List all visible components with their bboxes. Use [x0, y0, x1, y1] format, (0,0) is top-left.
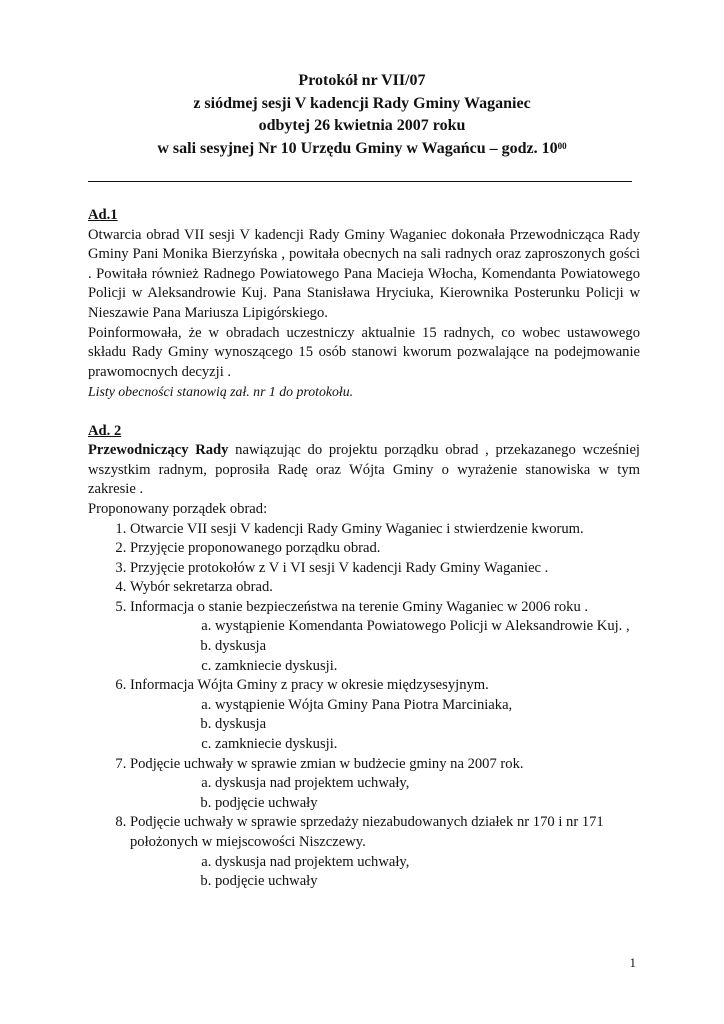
agenda-item [130, 598, 640, 676]
section-gap [88, 402, 640, 422]
agenda-item [130, 578, 640, 598]
ad1-paragraph-opening: Otwarcia obrad VII sesji V kadencji Rady Gminy Waganiec dokonała Przewodnicząca Rady Gminy Pani Monika Bierzyńska , powitała obecnych na sali radnych oraz zaproszonych gości . Powitała również Radnego Powiatowego Pana Macieja Włocha, Komendanta Powiatowego Policji w Aleksandrowie Kuj. Pana Stanisława Hryciuka, Kierownika Posterunku Policji w Nieszawie Pana Mariusza Lipigórskiego. [88, 226, 640, 321]
agenda-item [130, 520, 640, 540]
ad1-heading: Ad.1 [88, 207, 118, 223]
ad2-intro-text: nawiązując do projektu porządku obrad , przekazanego wcześniej wszystkim radnym, poprosiła Radę oraz Wójta Gminy o wyrażenie stanowiska w tym zakresie . [88, 442, 640, 498]
agenda-subitem: a. wystąpienie Komendanta Powiatowego Policji w Aleksandrowie Kuj. , [215, 617, 640, 637]
agenda-sublist [130, 617, 640, 676]
agenda-item-text: Informacja Wójta Gminy z pracy w okresie międzysesyjnym. [130, 677, 489, 694]
agenda-subitem: c. zamkniecie dyskusji. [215, 657, 640, 677]
agenda-item [130, 559, 640, 579]
agenda-subitem: b. podjęcie uchwały [215, 872, 640, 892]
agenda-subitem: c. zamkniecie dyskusji. [215, 735, 640, 755]
session-line: z siódmej sesji V kadencji Rady Gminy Waganiec [193, 94, 531, 112]
agenda-subitem: b. podjęcie uchwały [215, 794, 640, 814]
agenda-item-text: Przyjęcie protokołów z V i VI sesji V kadencji Rady Gminy Waganiec . [130, 559, 549, 576]
ad2-intro-bold: Przewodniczący Rady [88, 442, 229, 459]
ad1-paragraph-quorum: Poinformowała, że w obradach uczestniczy aktualnie 15 radnych, co wobec ustawowego składu Rady Gminy wynoszącego 15 osób stanowi kworum pozwalające na podejmowanie prawomocnych decyzji . [88, 324, 640, 380]
agenda-item [130, 539, 640, 559]
agenda-item-text: Przyjęcie proponowanego porządku obrad. [130, 540, 381, 557]
agenda-item-text: Podjęcie uchwały w sprawie sprzedaży niezabudowanych działek nr 170 i nr 171 położonych w miejscowości Niszczewy. [130, 814, 604, 850]
agenda-item-text: Informacja o stanie bezpieczeństwa na terenie Gminy Waganiec w 2006 roku . [130, 598, 589, 615]
ad2-heading: Ad. 2 [88, 422, 122, 439]
agenda-item-text: Wybór sekretarza obrad. [130, 579, 273, 596]
page-number: 1 [629, 955, 636, 970]
location-line [88, 138, 636, 161]
agenda-subitem: b. dyskusja [215, 637, 640, 657]
agenda-subitem: a. dyskusja nad projektem uchwały, [215, 853, 640, 873]
protocol-title: Protokół nr VII/07 [298, 72, 426, 89]
agenda-sublist [130, 774, 640, 813]
agenda-item-text: Podjęcie uchwały w sprawie zmian w budżecie gminy na 2007 rok. [130, 755, 524, 772]
ad1-attendance-note: Listy obecności stanowią zał. nr 1 do protokołu. [88, 384, 354, 400]
date-line: odbytej 26 kwietnia 2007 roku [258, 117, 466, 134]
agenda-list [88, 520, 640, 892]
agenda-item-text: Otwarcie VII sesji V kadencji Rady Gminy Waganiec i stwierdzenie kworum. [130, 520, 584, 537]
agenda-subitem: a. dyskusja nad projektem uchwały, [215, 774, 640, 794]
agenda-sublist [130, 696, 640, 755]
agenda-subitem: a. wystąpienie Wójta Gminy Pana Piotra Marciniaka, [215, 696, 640, 716]
agenda-label: Proponowany porządek obrad: [88, 500, 268, 517]
document-header [88, 70, 636, 160]
agenda-item [130, 676, 640, 754]
agenda-subitem: b. dyskusja [215, 715, 640, 735]
time-superscript: 00 [557, 140, 567, 151]
location-text: w sali sesyjnej Nr 10 Urzędu Gminy w Wagańcu – godz. 10 [157, 139, 558, 157]
header-divider [88, 181, 632, 182]
agenda-item [130, 813, 640, 891]
document-body [88, 206, 640, 892]
agenda-item [130, 755, 640, 814]
ad2-intro-paragraph [88, 441, 640, 500]
agenda-sublist [130, 853, 640, 892]
